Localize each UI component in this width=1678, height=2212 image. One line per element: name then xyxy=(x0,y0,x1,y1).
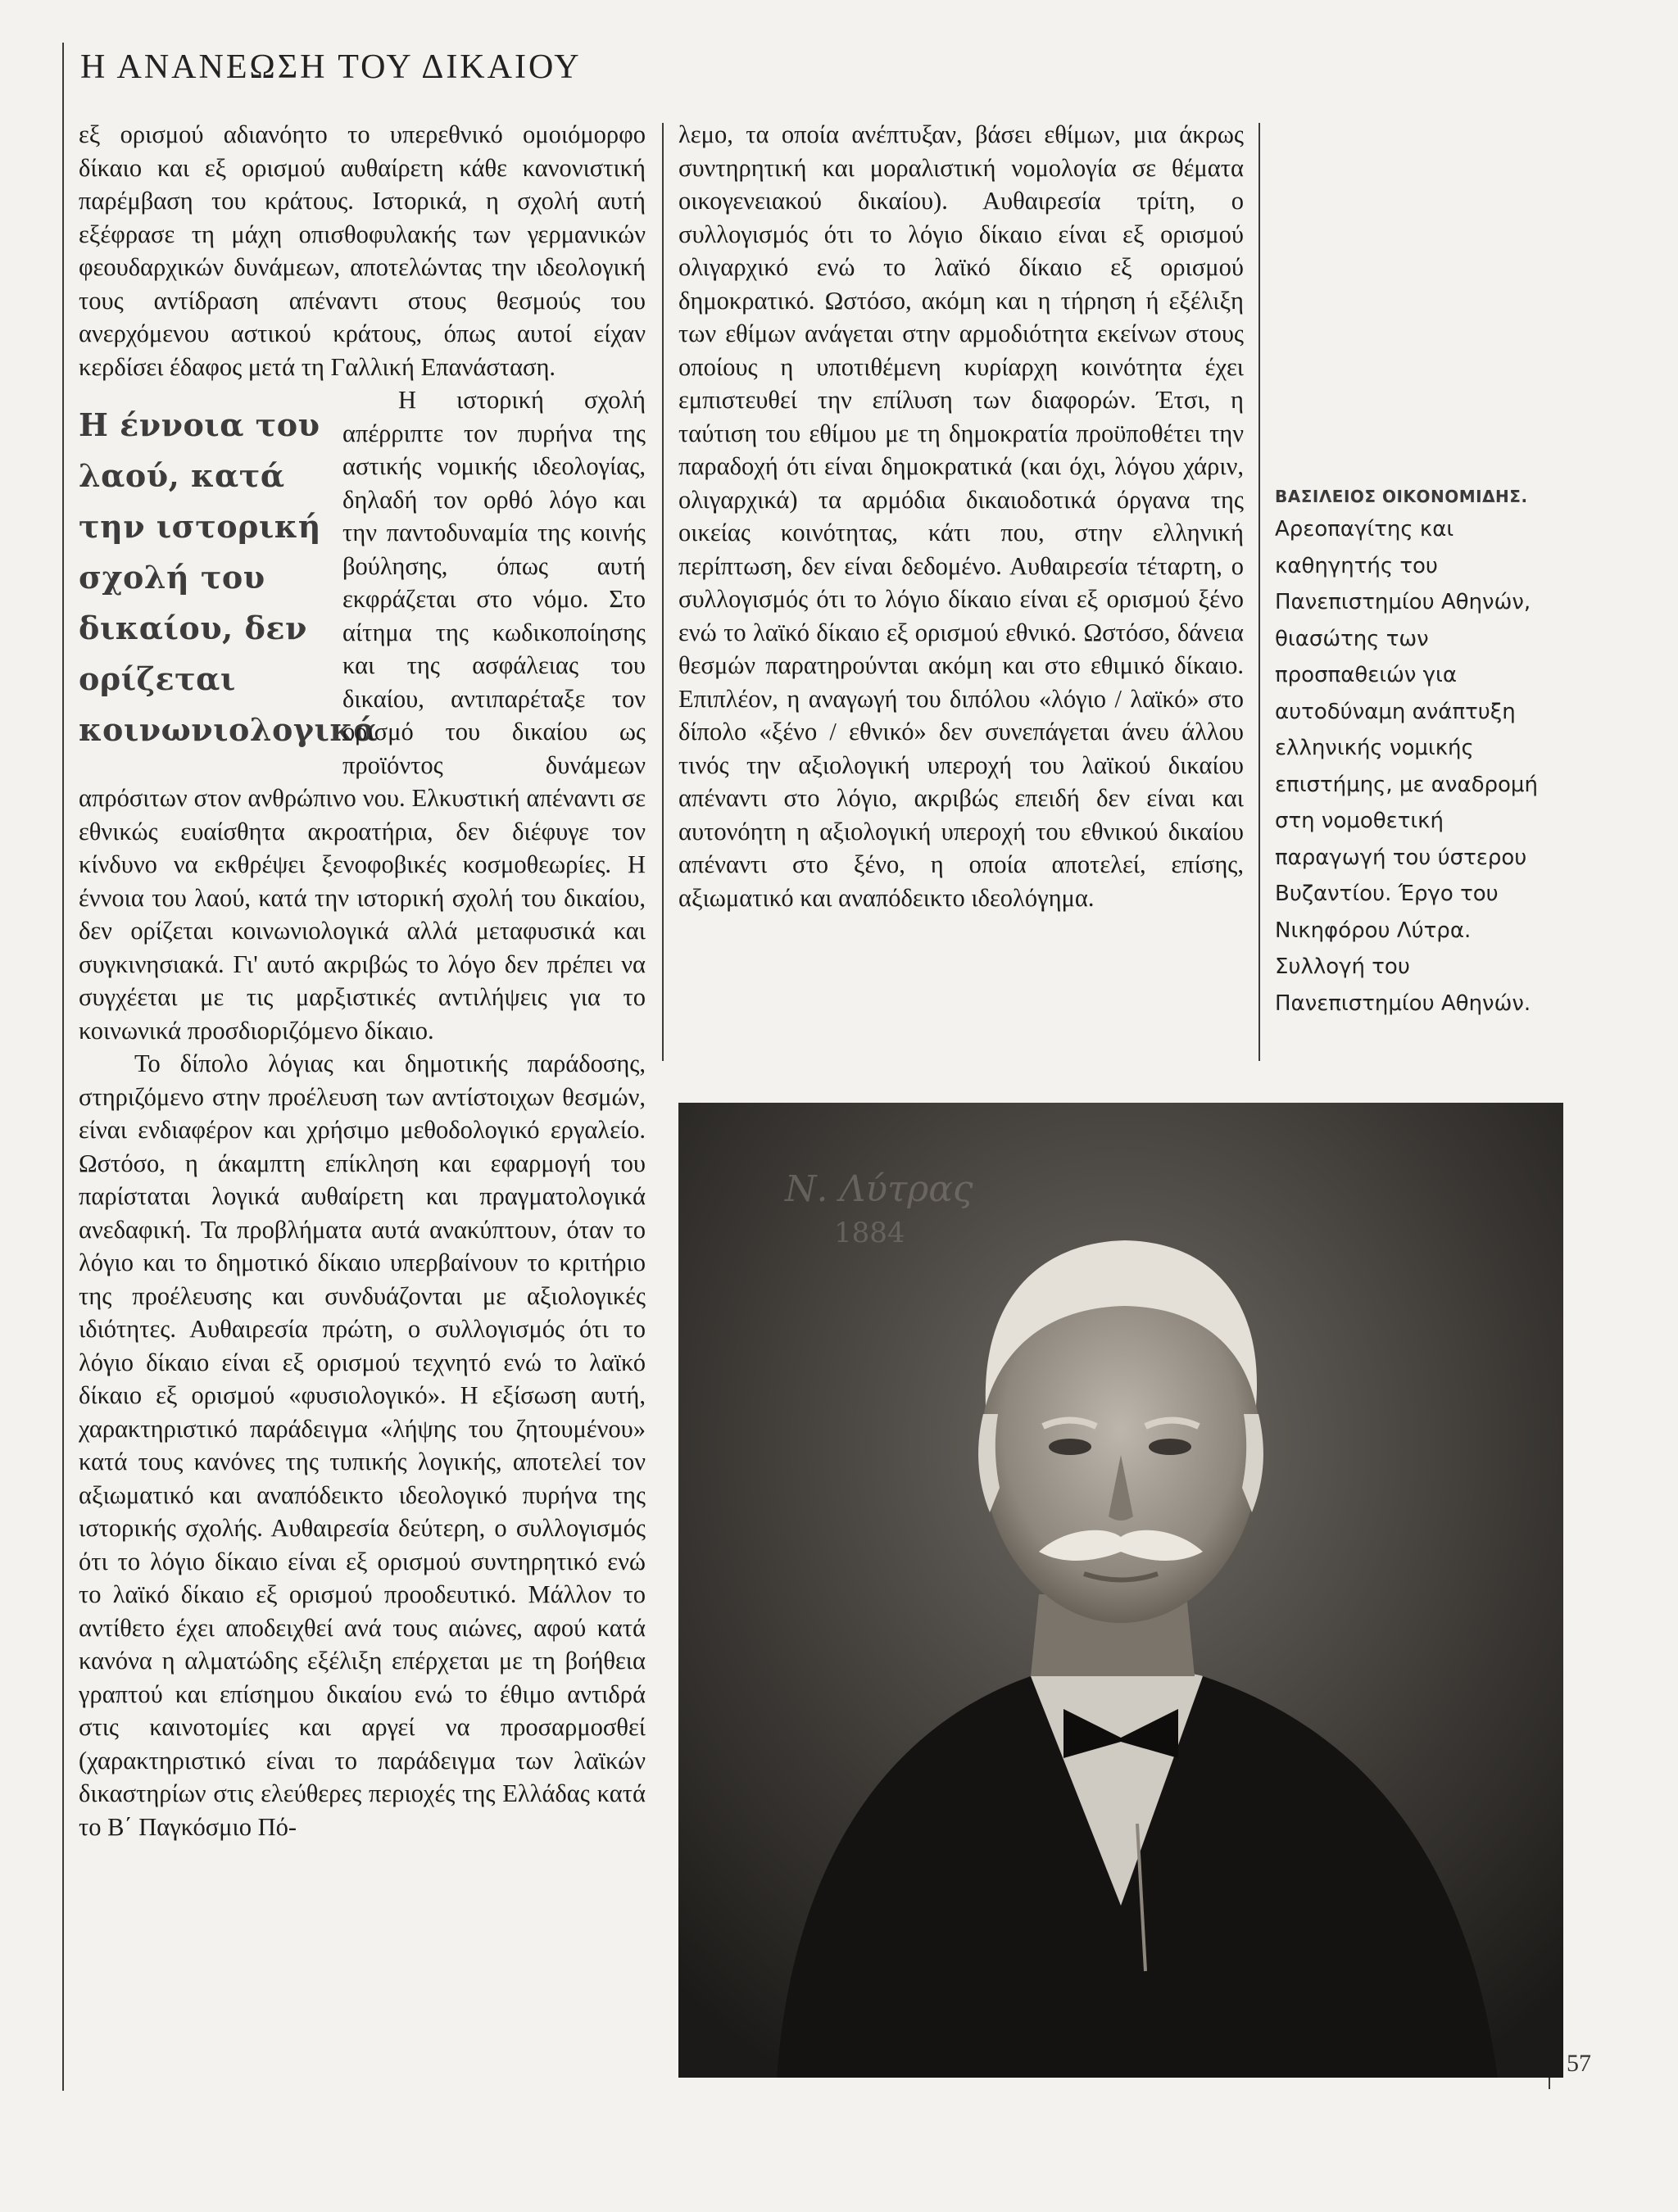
painter-signature: Ν. Λύτρας xyxy=(785,1168,973,1210)
painting-year: 1884 xyxy=(834,1217,905,1249)
left-paragraph-2: Η ιστορική σχολή απέρριπτε τον πυρήνα της αστικής νομικής ιδεολογίας, δηλαδή τον ορθό λόγο και την παντοδυναμία της κοινής βούλησης, όπως αυτή εκφράζεται στο νόμο. Στο αίτημα της κωδικοποίησης και της ασφάλειας του δικαίου, αντιπαρέταξε τον ορισμό του δικαίου ως προϊόντος δυνάμεων απρόσιτων στον ανθρώπινο νου. Ελκυστική απέναντι σε εθνικώς ευαίσθητα ακροατήρια, δεν διέφυγε τον κίνδυνο να εκθρέψει ξενοφοβικές κοσμοθεωρίες. Η έννοια του λαού, κατά την ιστορική σχολή του δικαίου, δεν ορίζεται κοινωνιολογικά αλλά μεταφυσικά και συγκινησιακά. Γι' αυτό ακριβώς το λόγο δεν πρέπει να συγχέεται με τις μαρξιστικές αντιλήψεις για το κοινωνικά προσδιοριζόμενο δίκαιο. xyxy=(79,386,646,1045)
caption-text: Αρεοπαγίτης και καθηγητής του Πανεπιστημίου Αθηνών, θιασώτης των προσπαθειών για αυτοδύναμη ανάπτυξη ελληνικής νομικής επιστήμης, με αναδρομή στη νομοθετική παραγωγή του ύστερου Βυζαντίου. Έργο του Νικηφόρου Λύτρα. Συλλογή του Πανεπιστημίου Αθηνών. xyxy=(1275,517,1538,1016)
pull-quote: Η έννοια του λαού, κατά την ιστορική σχολή του δικαίου, δεν ορίζεται κοινωνιολογικά xyxy=(79,406,379,748)
column-rule-right xyxy=(1258,123,1260,1061)
page-number: 57 xyxy=(1567,2050,1591,2077)
left-paragraph-1: εξ ορισμού αδιανόητο το υπερεθνικό ομοιόμορφο δίκαιο και εξ ορισμού αυθαίρετη κάθε κανονιστική παρέμβαση του κράτους. Ιστορικά, η σχολή αυτή εξέφρασε τη μάχη οπισθοφυλακής των γερμανικών φεουδαρχικών δυνάμεων, αποτελώντας την ιδεολογική τους αντίδραση απέναντι στους θεσμούς του ανερχόμενου αστικού κράτους, όπως αυτοί είχαν κερδίσει έδαφος μετά τη Γαλλική Επανάσταση. xyxy=(79,120,646,381)
running-header: Η ΑΝΑΝΕΩΣΗ ΤΟΥ ΔΙΚΑΙΟΥ xyxy=(80,48,582,86)
portrait-illustration xyxy=(678,1103,1563,2078)
column-rule-center xyxy=(662,123,664,1061)
left-column xyxy=(79,118,646,1843)
left-paragraph-3: Το δίπολο λόγιας και δημοτικής παράδοσης, στηριζόμενο στην προέλευση των αντίστοιχων θεσμών, είναι ενδιαφέρον και χρήσιμο μεθοδολογικό εργαλείο. Ωστόσο, η άκαμπτη επίκληση και εφαρμογή του παρίσταται λογικά αυθαίρετη και πραγματολογικά ανεδαφική. Τα προβλήματα αυτά ανακύπτουν, όταν το λόγιο και το δημοτικό δίκαιο υπερβαίνουν το κριτήριο της προέλευσης και συνδυάζονται με αξιολογικές ιδιότητες. Αυθαιρεσία πρώτη, ο συλλογισμός ότι το λόγιο δίκαιο είναι εξ ορισμού τεχνητό ενώ το λαϊκό δίκαιο εξ ορισμού «φυσιολογικό». Η εξίσωση αυτή, χαρακτηριστικό παράδειγμα «λήψης του ζητουμένου» κατά τους κανόνες της τυπικής λογικής, αποτελεί τον αξιωματικό και αναπόδεικτο ιδεολογικό πυρήνα της ιστορικής σχολής. Αυθαιρεσία δεύτερη, ο συλλογισμός ότι το λόγιο δίκαιο είναι εξ ορισμού συντηρητικό ενώ το λαϊκό δίκαιο εξ ορισμού προοδευτικό. Μάλλον το αντίθετο έχει αποδειχθεί ανά τους αιώνες, αφού κατά κανόνα η αλματώδης εξέλιξη επέρχεται με τη βοήθεια γραπτού και επίσημου δικαίου ενώ το έθιμο αντιδρά στις καινοτομίες και αργεί να προσαρμοσθεί (χαρακτηριστικό είναι το παράδειγμα των λαϊκών δικαστηρίων στις ελεύθερες περιοχές της Ελλάδας κατά το Β΄ Παγκόσμιο Πό- xyxy=(79,1049,646,1841)
right-column xyxy=(678,118,1244,914)
portrait-caption xyxy=(1275,482,1545,1022)
left-margin-rule xyxy=(62,43,64,2091)
right-paragraph-1: λεμο, τα οποία ανέπτυξαν, βάσει εθίμων, μια άκρως συντηρητική και μοραλιστική νομολογία σε θέματα οικογενειακού δικαίου). Αυθαιρεσία τρίτη, ο συλλογισμός ότι το λόγιο δίκαιο είναι εξ ορισμού ολιγαρχικό ενώ το λαϊκό δίκαιο εξ ορισμού δημοκρατικό. Ωστόσο, ακόμη και η τήρηση ή εξέλιξη των εθίμων ανάγεται στην αρμοδιότητα εκείνων στους οποίους η υποτιθέμενη κυρίαρχη κοινότητα έχει εμπιστευθεί την επίλυση των διαφορών. Έτσι, η ταύτιση του εθίμου με τη δημοκρατία προϋποθέτει την παραδοχή ότι είναι δημοκρατικά (και όχι, λόγου χάριν, ολιγαρχικά) τα αρμόδια δικαιοδοτικά όργανα της οικείας κοινότητας, κάτι που, στην ελληνική περίπτωση, δεν είναι δεδομένο. Αυθαιρεσία τέταρτη, ο συλλογισμός ότι το λόγιο δίκαιο είναι εξ ορισμού ξένο ενώ το λαϊκό δίκαιο εξ ορισμού εθνικό. Ωστόσο, δάνεια θεσμών παρατηρούνται ακόμη και στο εθιμικό δίκαιο. Επιπλέον, η αναγωγή του διπόλου «λόγιο / λαϊκό» στο δίπολο «ξένο / εθνικό» δεν συνεπάγεται άνευ άλλου τινός την αξιολογική υπεροχή του λαϊκού δικαίου απέναντι στο λόγιο, ακριβώς επειδή δεν είναι και αυτονόητη η αξιολογική υπεροχή του εθνικού δικαίου απέναντι στο ξένο, η οποία αποτελεί, επίσης, αξιωματικό και αναπόδεικτο ιδεολόγημα. xyxy=(678,120,1244,912)
portrait-painting xyxy=(678,1103,1563,2078)
caption-name: ΒΑΣΙΛΕΙΟΣ ΟΙΚΟΝΟΜΙΔΗΣ. xyxy=(1275,487,1528,506)
